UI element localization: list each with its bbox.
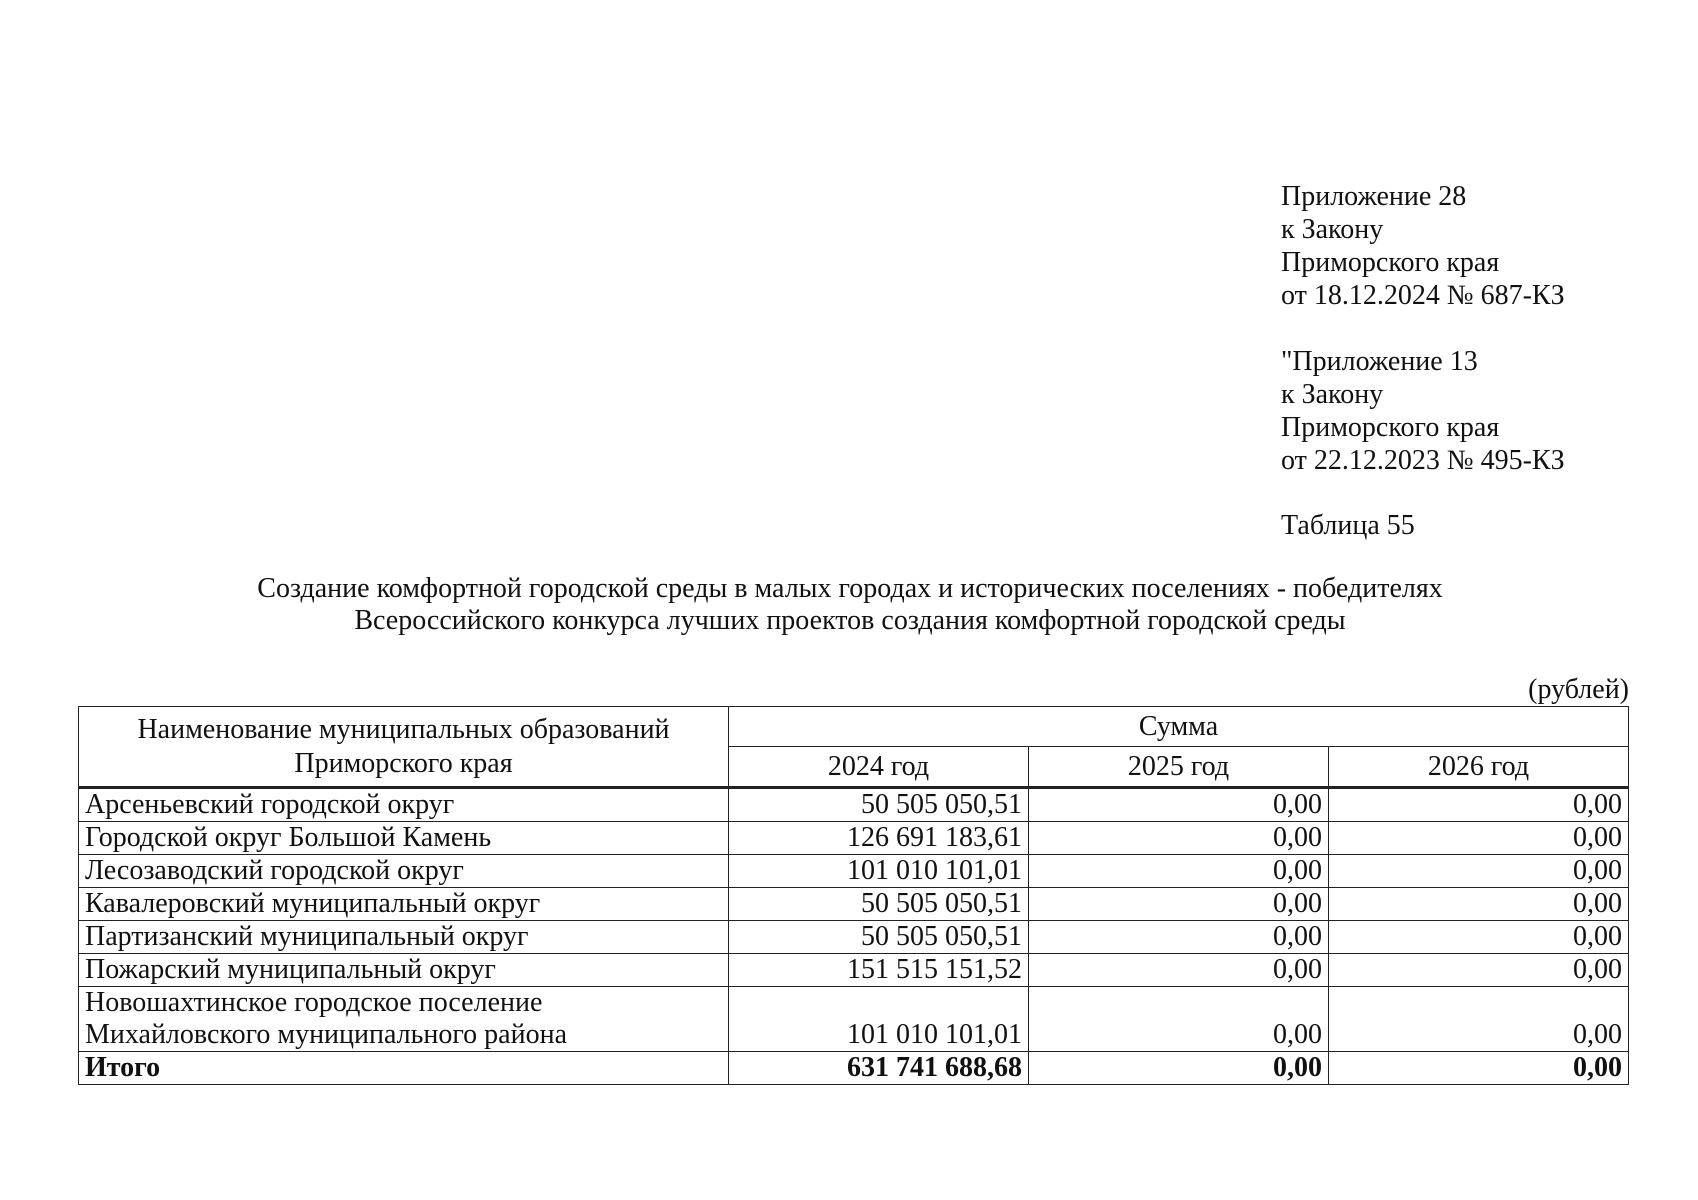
row-amount-2025: 0,00 bbox=[1029, 822, 1329, 855]
header-municipality-name: Наименование муниципальных образований Приморского края bbox=[79, 707, 729, 788]
table-row bbox=[79, 954, 1629, 987]
row-amount-2024: 101 010 101,01 bbox=[729, 855, 1029, 888]
table-row bbox=[79, 987, 1629, 1052]
table-header-row bbox=[79, 707, 1629, 747]
table-row bbox=[79, 855, 1629, 888]
document-title-line-2: Всероссийского конкурса лучших проектов создания комфортной городской среды bbox=[354, 605, 1346, 636]
row-name: Арсеньевский городской округ bbox=[79, 788, 729, 822]
annex-primary-line-2: к Закону bbox=[1281, 214, 1384, 245]
total-amount-2025: 0,00 bbox=[1029, 1052, 1329, 1085]
total-amount-2024: 631 741 688,68 bbox=[729, 1052, 1029, 1085]
row-name: Новошахтинское городское поселение Михайловского муниципального района bbox=[79, 987, 729, 1052]
header-year-2025: 2025 год bbox=[1029, 747, 1329, 788]
row-amount-2026: 0,00 bbox=[1329, 888, 1629, 921]
row-name: Партизанский муниципальный округ bbox=[79, 921, 729, 954]
annex-primary-line-1: Приложение 28 bbox=[1281, 181, 1467, 212]
annex-secondary-line-4: от 22.12.2023 № 495-КЗ bbox=[1281, 445, 1565, 476]
row-name: Кавалеровский муниципальный округ bbox=[79, 888, 729, 921]
document-title bbox=[150, 573, 1550, 637]
annex-primary-reference bbox=[1281, 180, 1565, 312]
annex-secondary-line-3: Приморского края bbox=[1281, 412, 1500, 443]
row-amount-2026: 0,00 bbox=[1329, 921, 1629, 954]
row-amount-2026: 0,00 bbox=[1329, 855, 1629, 888]
total-label: Итого bbox=[79, 1052, 729, 1085]
header-sum-group: Сумма bbox=[729, 707, 1629, 747]
row-name: Лесозаводский городской округ bbox=[79, 855, 729, 888]
annex-primary-line-3: Приморского края bbox=[1281, 247, 1500, 278]
row-amount-2026: 0,00 bbox=[1329, 788, 1629, 822]
total-amount-2026: 0,00 bbox=[1329, 1052, 1629, 1085]
row-amount-2025: 0,00 bbox=[1029, 987, 1329, 1052]
document-title-line-1: Создание комфортной городской среды в малых городах и исторических поселениях - победителях bbox=[257, 573, 1443, 604]
table-row bbox=[79, 921, 1629, 954]
funding-table bbox=[78, 706, 1629, 1085]
row-amount-2024: 50 505 050,51 bbox=[729, 888, 1029, 921]
row-amount-2026: 0,00 bbox=[1329, 987, 1629, 1052]
row-amount-2026: 0,00 bbox=[1329, 822, 1629, 855]
row-amount-2024: 50 505 050,51 bbox=[729, 921, 1029, 954]
table-row bbox=[79, 822, 1629, 855]
row-amount-2026: 0,00 bbox=[1329, 954, 1629, 987]
row-amount-2025: 0,00 bbox=[1029, 855, 1329, 888]
row-amount-2025: 0,00 bbox=[1029, 788, 1329, 822]
row-name: Городской округ Большой Камень bbox=[79, 822, 729, 855]
annex-secondary-line-2: к Закону bbox=[1281, 379, 1384, 410]
row-amount-2024: 151 515 151,52 bbox=[729, 954, 1029, 987]
annex-secondary-line-1: "Приложение 13 bbox=[1281, 346, 1478, 377]
row-name: Пожарский муниципальный округ bbox=[79, 954, 729, 987]
annex-secondary-reference bbox=[1281, 345, 1565, 477]
row-amount-2025: 0,00 bbox=[1029, 954, 1329, 987]
annex-primary-line-4: от 18.12.2024 № 687-КЗ bbox=[1281, 280, 1565, 311]
row-amount-2025: 0,00 bbox=[1029, 921, 1329, 954]
row-amount-2024: 101 010 101,01 bbox=[729, 987, 1029, 1052]
header-year-2026: 2026 год bbox=[1329, 747, 1629, 788]
row-amount-2024: 126 691 183,61 bbox=[729, 822, 1029, 855]
units-label: (рублей) bbox=[1528, 674, 1629, 705]
table-row bbox=[79, 888, 1629, 921]
row-amount-2024: 50 505 050,51 bbox=[729, 788, 1029, 822]
row-amount-2025: 0,00 bbox=[1029, 888, 1329, 921]
table-row bbox=[79, 788, 1629, 822]
table-total-row bbox=[79, 1052, 1629, 1085]
header-year-2024: 2024 год bbox=[729, 747, 1029, 788]
table-number: Таблица 55 bbox=[1281, 510, 1415, 541]
